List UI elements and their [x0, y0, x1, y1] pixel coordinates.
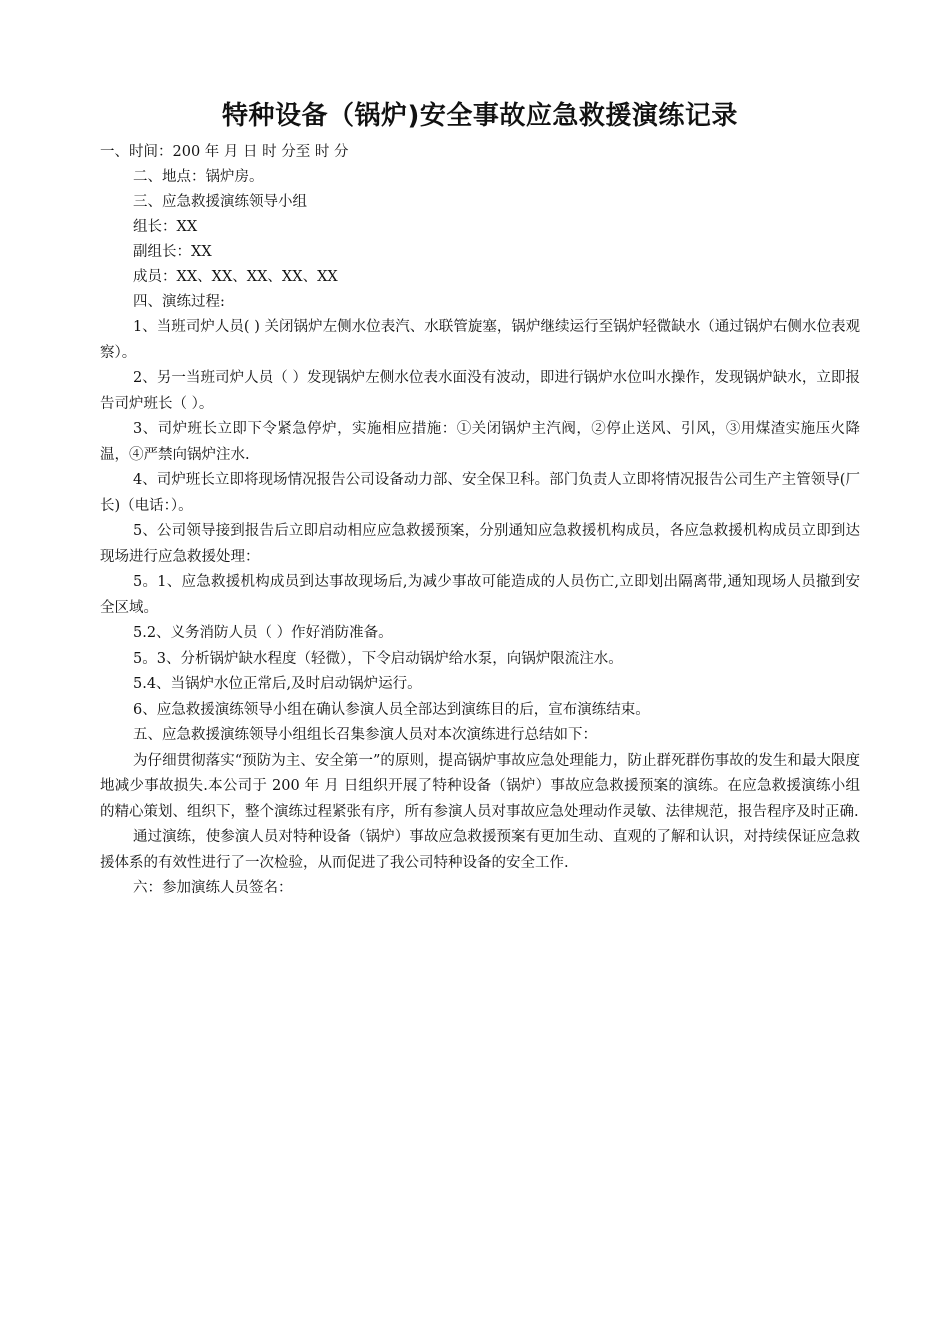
- process-heading: 四、演练过程:: [133, 294, 225, 310]
- group-heading: 三、应急救援演练领导小组: [133, 194, 307, 210]
- leader-line: 组长：XX: [133, 219, 198, 235]
- step-1: 1、当班司炉人员( ) 关闭锅炉左侧水位表汽、水联管旋塞，锅炉继续运行至锅炉轻微缺水（通过锅炉右侧水位表观察）。: [100, 319, 860, 361]
- step-5: 5、公司领导接到报告后立即启动相应应急救援预案，分别通知应急救援机构成员，各应急救援机构成员立即到达现场进行应急救援处理：: [100, 523, 860, 565]
- step-5-1: 5。1、应急救援机构成员到达事故现场后,为减少事故可能造成的人员伤亡,立即划出隔离带,通知现场人员撤到安全区域。: [100, 574, 860, 616]
- step-5-3: 5。3、分析锅炉缺水程度（轻微），下令启动锅炉给水泵，向锅炉限流注水。: [133, 650, 623, 667]
- signature-heading: 六：参加演练人员签名：: [133, 880, 293, 896]
- time-line: 一、时间：200 年 月 日 时 分至 时 分: [100, 144, 349, 160]
- summary-paragraph-2: 通过演练，使参演人员对特种设备（锅炉）事故应急救援预案有更加生动、直观的了解和认识，对持续保证应急救援体系的有效性进行了一次检验，从而促进了我公司特种设备的安全工作.: [100, 829, 860, 871]
- location-line: 二、地点：锅炉房。: [133, 169, 264, 185]
- step-3: 3、司炉班长立即下令紧急停炉，实施相应措施：①关闭锅炉主汽阀，②停止送风、引风，③用煤渣实施压火降温，④严禁向锅炉注水.: [100, 421, 860, 463]
- members-line: 成员：XX、XX、XX、XX、XX: [133, 269, 338, 285]
- step-5-4: 5.4、当锅炉水位正常后,及时启动锅炉运行。: [133, 676, 422, 692]
- step-6: 6、应急救援演练领导小组在确认参演人员全部达到演练目的后，宣布演练结束。: [133, 701, 650, 718]
- document-title: 特种设备（锅炉)安全事故应急救援演练记录: [222, 101, 738, 131]
- summary-paragraph-1: 为仔细贯彻落实“预防为主、安全第一”的原则，提高锅炉事故应急处理能力，防止群死群伤事故的发生和最大限度地减少事故损失.本公司于 200 年 月 日组织开展了特种设备（锅炉）事故应急救援预案的演练。在应急救援演练小组的精心策划、组织下，整个演练过程紧张有序，所有参演人员对事故应急处理动作灵敏、法律规范，报告程序及时正确.: [100, 752, 860, 820]
- summary-heading: 五、应急救援演练领导小组组长召集参演人员对本次演练进行总结如下：: [133, 727, 597, 743]
- step-5-2: 5.2、义务消防人员（ ）作好消防准备。: [133, 625, 393, 641]
- step-4: 4、司炉班长立即将现场情况报告公司设备动力部、安全保卫科。部门负责人立即将情况报告公司生产主管领导(厂长)（电话：）。: [100, 472, 860, 514]
- step-2: 2、另一当班司炉人员（ ）发现锅炉左侧水位表水面没有波动，即进行锅炉水位叫水操作，发现锅炉缺水，立即报告司炉班长（ ）。: [100, 370, 860, 412]
- document-page: [100, 96, 860, 902]
- deputy-leader-line: 副组长：XX: [133, 244, 212, 260]
